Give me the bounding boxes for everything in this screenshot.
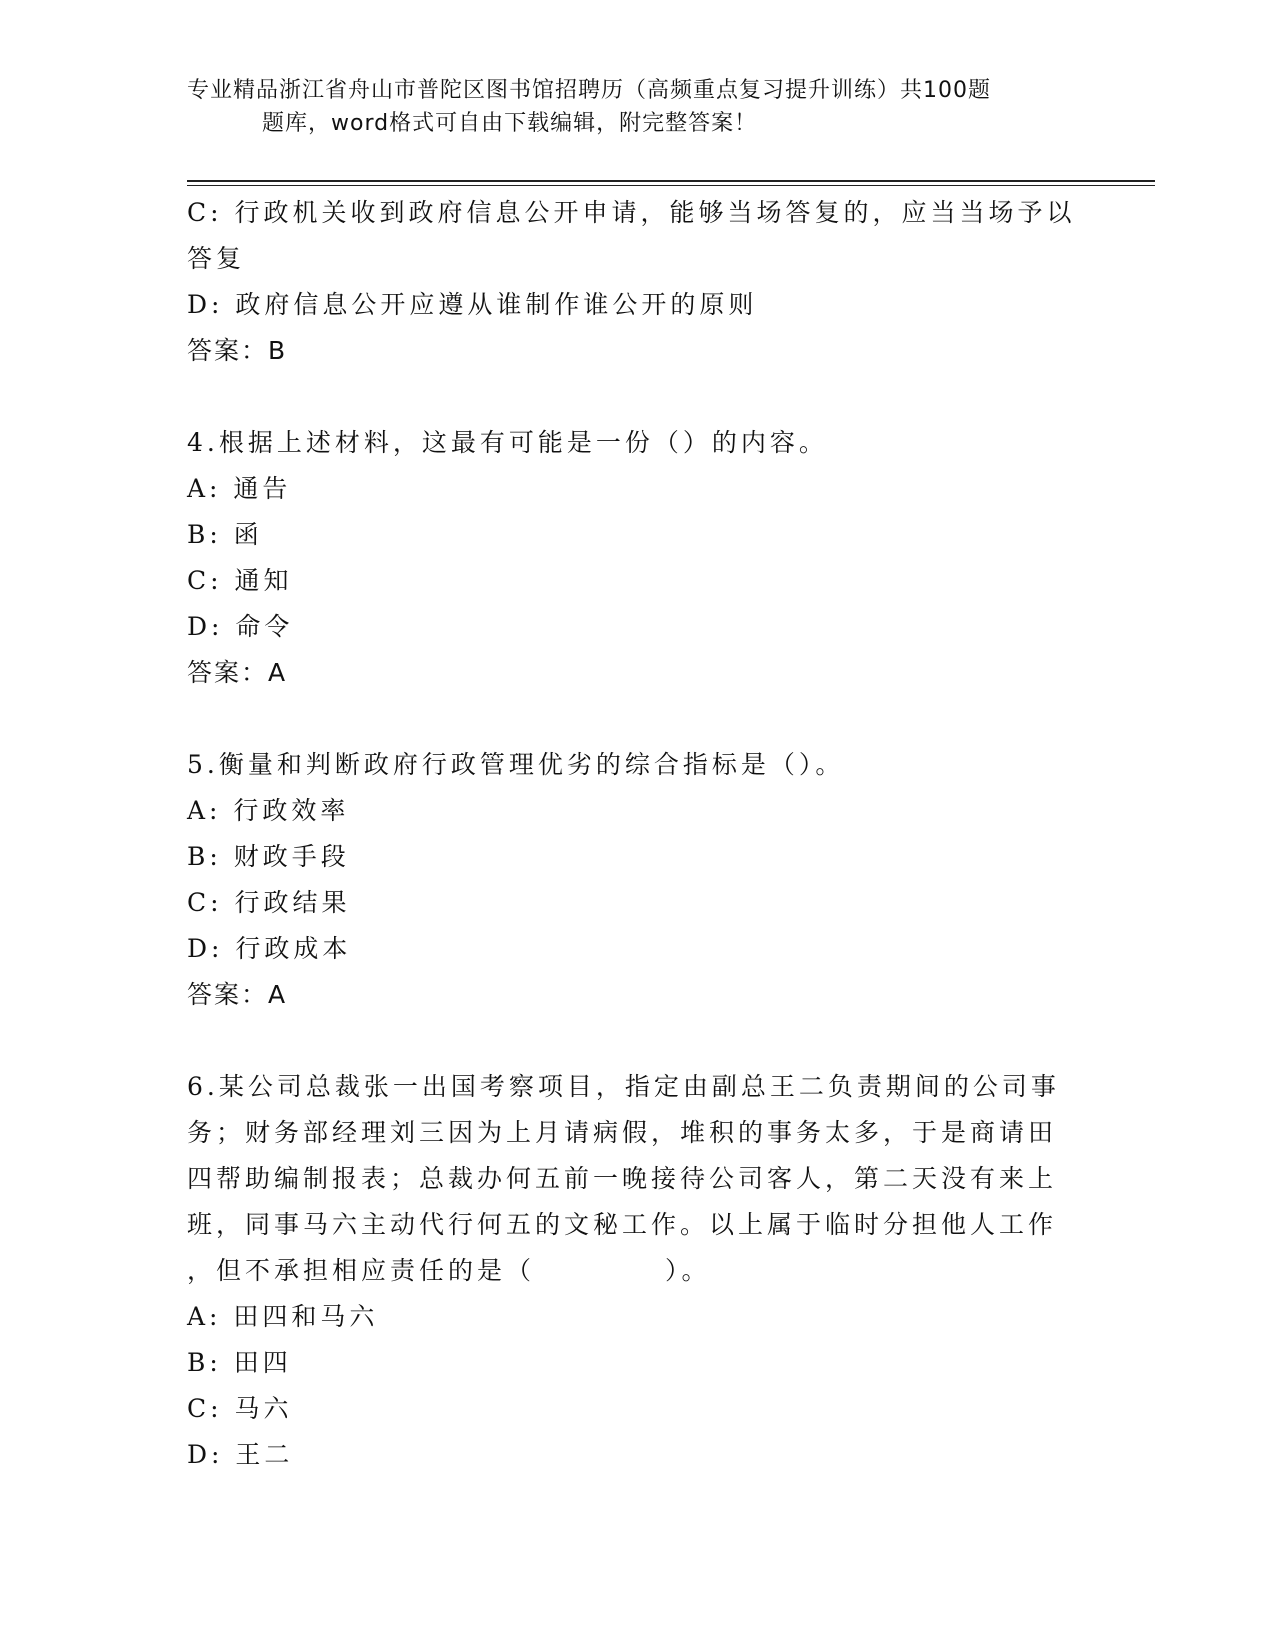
q3-option-d: D: 政府信息公开应遵从谁制作谁公开的原则 — [187, 290, 758, 319]
document-body — [187, 190, 1087, 1478]
q4-option-c: C: 通知 — [187, 566, 293, 595]
q5-option-a: A: 行政效率 — [187, 796, 350, 825]
q4-option-b: B: 函 — [187, 520, 263, 549]
q5-option-d: D: 行政成本 — [187, 934, 352, 963]
q6-option-c: C: 马六 — [187, 1394, 293, 1423]
q4-option-d: D: 命令 — [187, 612, 294, 641]
q4-option-a: A: 通告 — [187, 474, 292, 503]
q6-stem-line1: 6.某公司总裁张一出国考察项目，指定由副总王二负责期间的公司事 — [187, 1072, 1060, 1101]
document-header — [187, 74, 1067, 140]
header-divider-thick — [187, 180, 1155, 182]
q5-answer: 答案：A — [187, 980, 288, 1009]
q3-option-c-line1: C: 行政机关收到政府信息公开申请，能够当场答复的，应当当场予以 — [187, 198, 1076, 227]
q6-stem-line5-start: ，但不承担相应责任的是（ — [187, 1256, 536, 1285]
q4-answer: 答案：A — [187, 658, 288, 687]
q3-answer: 答案：B — [187, 336, 288, 365]
question-spacer — [187, 696, 1087, 742]
q5-stem: 5.衡量和判断政府行政管理优劣的综合指标是（）。 — [187, 750, 845, 779]
q6-stem-line5-end: ）。 — [665, 1256, 711, 1285]
q5-option-c: C: 行政结果 — [187, 888, 351, 917]
q6-stem-line2: 务；财务部经理刘三因为上月请病假，堆积的事务太多，于是商请田 — [187, 1118, 1058, 1147]
header-title-line1: 专业精品浙江省舟山市普陀区图书馆招聘历（高频重点复习提升训练）共100题 — [187, 78, 991, 103]
q4-stem: 4.根据上述材料，这最有可能是一份（）的内容。 — [187, 428, 828, 457]
question-spacer — [187, 1018, 1087, 1064]
q6-option-a: A: 田四和马六 — [187, 1302, 379, 1331]
q3-option-c-line2: 答复 — [187, 244, 246, 273]
q6-stem-line4: 班，同事马六主动代行何五的文秘工作。以上属于临时分担他人工作 — [187, 1210, 1058, 1239]
header-divider-thin — [187, 185, 1155, 186]
header-title-line2: 题库，word格式可自由下载编辑，附完整答案！ — [262, 111, 758, 136]
q5-option-b: B: 财政手段 — [187, 842, 350, 871]
q6-option-b: B: 田四 — [187, 1348, 292, 1377]
q6-option-d: D: 王二 — [187, 1440, 294, 1469]
q6-stem-line3: 四帮助编制报表；总裁办何五前一晚接待公司客人，第二天没有来上 — [187, 1164, 1058, 1193]
question-spacer — [187, 374, 1087, 420]
q6-stem-line5 — [187, 1248, 1087, 1294]
